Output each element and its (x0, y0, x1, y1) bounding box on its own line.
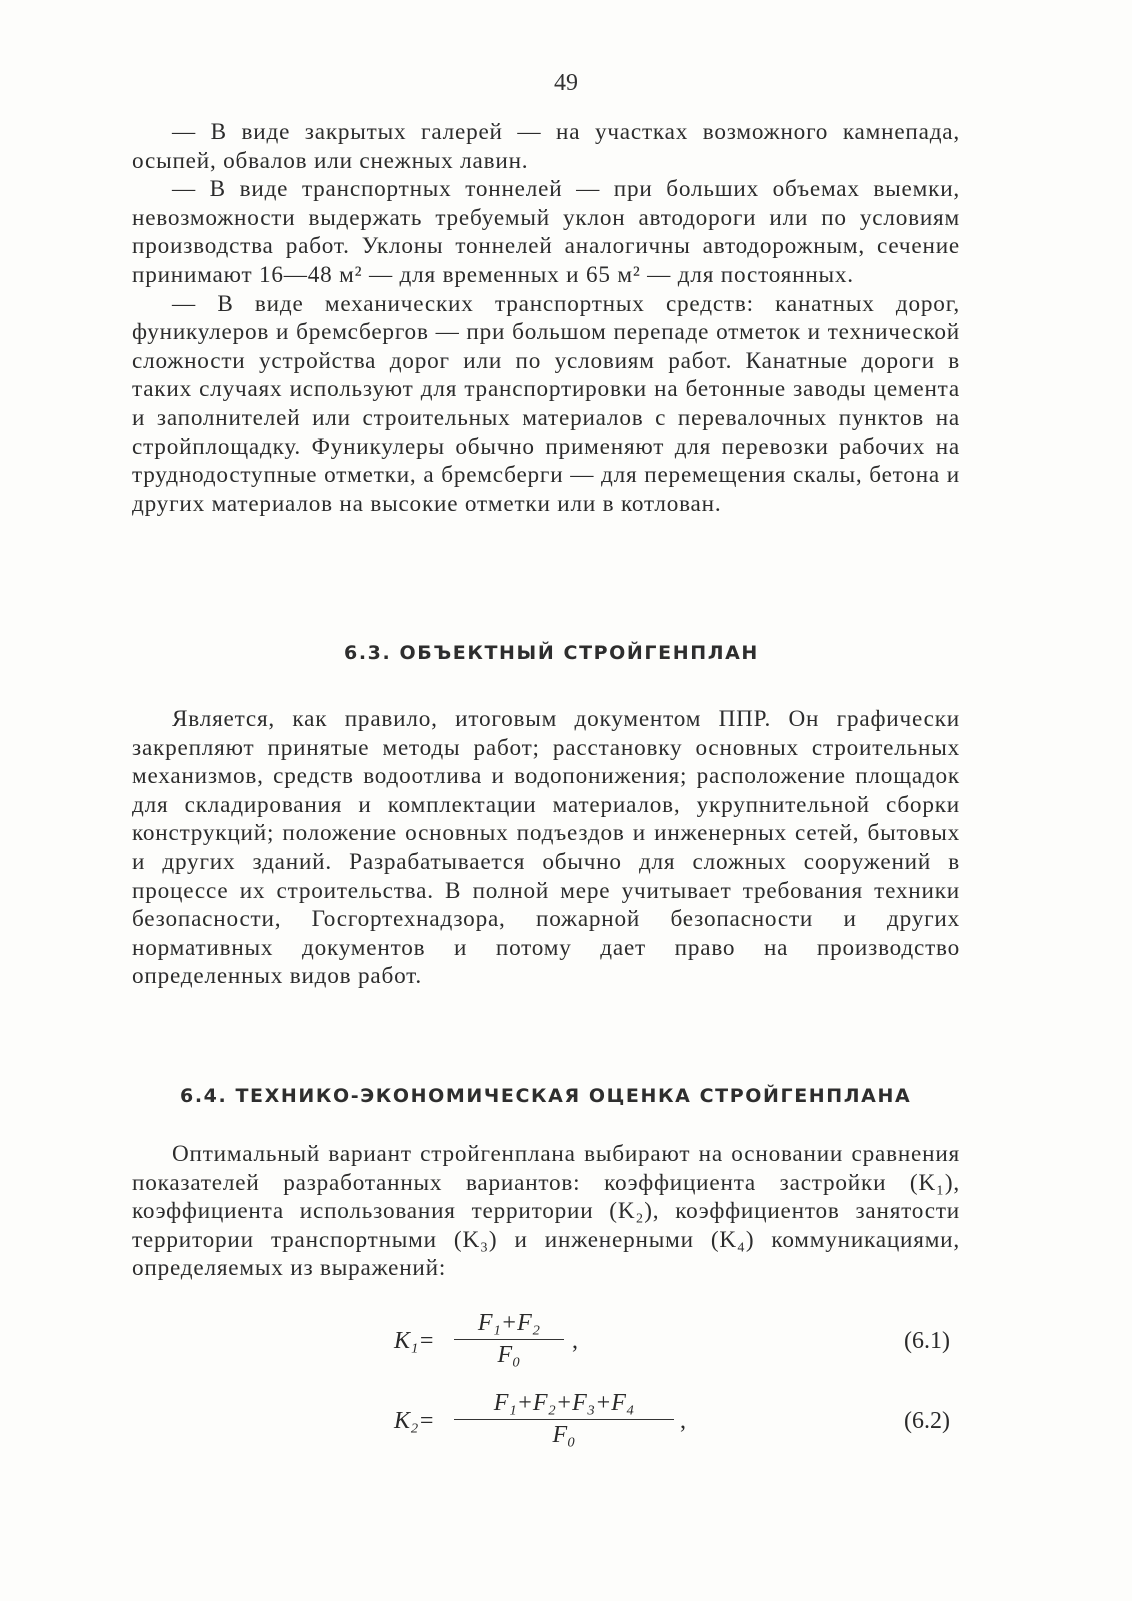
formula-6-2 (132, 1390, 960, 1460)
formula-numerator: F₁+F₂ (477, 1310, 541, 1336)
paragraph-closed-galleries: — В виде закрытых галерей — на участках возможного камнепада, осыпей, обвалов или снежных лавин. (132, 119, 960, 174)
paragraph-object-plan: Является, как правило, итоговым документом ППР. Он графически закрепляют принятые методы работ; расстановку основных строительных механизмов, средств водоотлива и водопонижения; расположение площадок для складирования и комплектации материалов, укрупнительной сборки конструкций; положение основных подъездов и инженерных сетей, бытовых и других зданий. Разрабатывается обычно для сложных сооружений в процессе их строительства. В полной мере учитывает требования техники безопасности, Госгортехнадзора, пожарной безопасности и других нормативных документов и потому дает право на производство определенных видов работ. (132, 706, 960, 990)
page-number: 49 (554, 70, 578, 96)
section-heading-6-4: 6.4. ТЕХНИКО-ЭКОНОМИЧЕСКАЯ ОЦЕНКА СТРОЙГЕНПЛАНА (180, 1085, 912, 1107)
equation-number: (6.2) (904, 1408, 950, 1434)
formula-fraction (454, 1390, 674, 1449)
fraction-bar (454, 1339, 564, 1340)
paragraph-evaluation: Оптимальный вариант стройгенплана выбирают на основании сравнения показателей разработанных вариантов: коэффициента застройки (K₁), коэффициента использования территории (K₂), коэффициентов занятости территории транспортными (K₃) и инженерными (K₄) коммуникациями, определяемых из выражений: (132, 1141, 960, 1282)
equation-number: (6.1) (904, 1328, 950, 1354)
intro-section (132, 118, 960, 518)
formula-comma: , (680, 1408, 686, 1434)
fraction-bar (454, 1419, 674, 1420)
formula-lhs: K₂= (394, 1408, 435, 1434)
formula-fraction (454, 1310, 564, 1369)
formula-numerator: F₁+F₂+F₃+F₄ (493, 1390, 635, 1416)
section-heading-6-3: 6.3. ОБЪЕКТНЫЙ СТРОЙГЕНПЛАН (344, 642, 759, 664)
formula-6-1 (132, 1310, 960, 1380)
formula-denominator: F₀ (552, 1422, 576, 1448)
paragraph-mechanical-transport: — В виде механических транспортных средств: канатных дорог, фуникулеров и бремсбергов — при большом перепаде отметок и технической сложности устройства дорог или по условиям работ. Канатные дороги в таких случаях используют для транспортировки на бетонные заводы цемента и заполнителей или строительных материалов с перевалочных пунктов на стройплощадку. Фуникулеры обычно применяют для перевозки рабочих на труднодоступные отметки, а бремсберги — для перемещения скалы, бетона и других материалов на высокие отметки или в котлован. (132, 290, 960, 517)
section-6-3-body (132, 705, 960, 991)
formula-comma: , (572, 1328, 578, 1354)
section-6-4-body (132, 1140, 960, 1283)
paragraph-transport-tunnels: — В виде транспортных тоннелей — при больших объемах выемки, невозможности выдержать требуемый уклон автодороги или по условиям производства работ. Уклоны тоннелей аналогичны автодорожным, сечение принимают 16—48 м² — для временных и 65 м² — для постоянных. (132, 176, 960, 288)
formula-denominator: F₀ (497, 1342, 521, 1368)
formula-lhs: K₁= (394, 1328, 435, 1354)
